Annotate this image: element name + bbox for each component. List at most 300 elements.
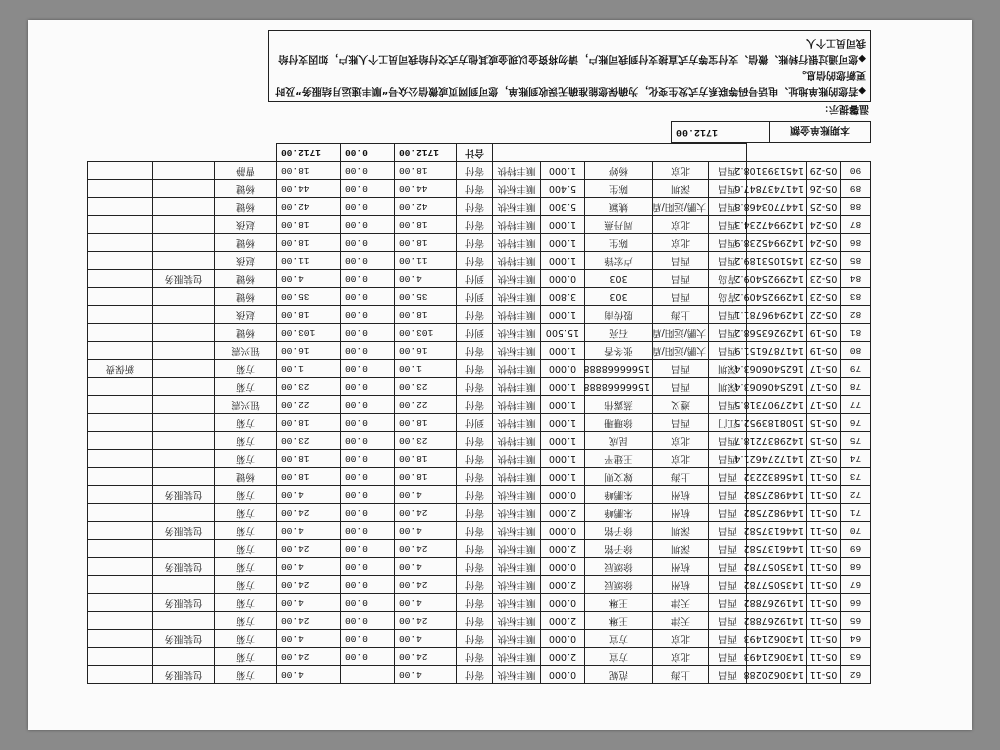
billing-table: [87, 143, 871, 684]
table-cell: 18.00: [395, 468, 457, 486]
table-cell: 顺丰标快: [493, 594, 541, 612]
table-cell: 18.00: [277, 234, 341, 252]
table-cell: 0.00: [341, 324, 395, 342]
table-cell: 北京: [653, 234, 709, 252]
table-cell: 0.00: [341, 162, 395, 180]
table-cell: 张冬香: [585, 342, 653, 360]
table-cell: 103.00: [277, 324, 341, 342]
table-cell: 西昌: [709, 162, 747, 180]
table-cell: 顺丰标快: [493, 576, 541, 594]
table-cell: 西昌: [709, 342, 747, 360]
table-cell: 85: [841, 252, 871, 270]
table-cell: 4.00: [277, 522, 341, 540]
table-cell: 寄付: [457, 432, 493, 450]
table-cell: 05-11: [807, 612, 841, 630]
table-cell: 西昌: [709, 612, 747, 630]
table-cell: 昆成: [585, 432, 653, 450]
table-cell: 深圳: [709, 360, 747, 378]
table-cell: 0.00: [341, 648, 395, 666]
table-cell: 顺丰标快: [493, 198, 541, 216]
table-cell: 89: [841, 180, 871, 198]
table-cell: 杨键: [215, 468, 277, 486]
notes-title: 温馨提示：: [819, 103, 869, 114]
table-cell: 顺丰标快: [493, 558, 541, 576]
table-cell: 顺丰标快: [493, 342, 541, 360]
table-cell: 24.00: [395, 540, 457, 558]
table-cell: 顺丰标快: [493, 486, 541, 504]
table-cell: 1429263568.2: [747, 324, 807, 342]
table-cell: 1.000: [541, 216, 585, 234]
table-cell: 西昌: [709, 234, 747, 252]
table-cell: 寄付: [457, 468, 493, 486]
table-cell: 35.00: [395, 288, 457, 306]
table-cell: 1.00: [277, 360, 341, 378]
table-cell: 王琳: [585, 594, 653, 612]
table-cell: 4.00: [395, 486, 457, 504]
table-cell: 1446137582: [747, 540, 807, 558]
table-cell: 大鹏/远阳/盾: [653, 198, 709, 216]
table-cell: 0.00: [341, 360, 395, 378]
table-cell: 05-11: [807, 630, 841, 648]
table-cell: 0.000: [541, 594, 585, 612]
table-cell: [88, 162, 153, 180]
table-cell: 赵孩: [215, 216, 277, 234]
table-cell: 上海: [653, 306, 709, 324]
table-cell: 1417876151.9: [747, 342, 807, 360]
table-cell: 81: [841, 324, 871, 342]
table-cell: 寄付: [457, 252, 493, 270]
table-cell: 2.000: [541, 540, 585, 558]
table-cell: 11.00: [395, 252, 457, 270]
table-cell: 0.00: [341, 378, 395, 396]
table-cell: 18.00: [277, 216, 341, 234]
table-cell: [88, 486, 153, 504]
table-cell: 0.00: [341, 486, 395, 504]
table-cell: 西昌: [709, 450, 747, 468]
table-cell: 杨键: [215, 180, 277, 198]
table-cell: 顺丰标快: [493, 630, 541, 648]
table-cell: 顺丰特快: [493, 468, 541, 486]
table-cell: 西昌: [709, 522, 747, 540]
table-cell: 79: [841, 360, 871, 378]
table-cell: 方宣: [585, 648, 653, 666]
table-cell: 1451393108.2: [747, 162, 807, 180]
table-cell: 杨键: [215, 234, 277, 252]
table-cell: 05-25: [807, 198, 841, 216]
table-cell: 赵孩: [215, 306, 277, 324]
table-cell: 0.00: [341, 216, 395, 234]
table-row: [88, 360, 871, 378]
table-cell: [153, 216, 215, 234]
table-cell: 寄付: [457, 342, 493, 360]
table-cell: 05-17: [807, 360, 841, 378]
table-cell: 大鹏/远阳/盾: [653, 342, 709, 360]
total-empty: [493, 144, 747, 162]
table-row: [88, 162, 871, 180]
table-cell: 西昌: [709, 252, 747, 270]
table-cell: 84: [841, 270, 871, 288]
table-cell: 方菊: [215, 450, 277, 468]
table-row: [88, 414, 871, 432]
table-cell: 包装服务: [153, 666, 215, 684]
table-cell: 1.000: [541, 468, 585, 486]
table-cell: 卢宏锋: [585, 252, 653, 270]
table-cell: 4.00: [277, 630, 341, 648]
table-cell: [88, 324, 153, 342]
table-cell: 方菊: [215, 540, 277, 558]
table-cell: 18.00: [395, 216, 457, 234]
table-cell: 方宣: [585, 630, 653, 648]
table-cell: [88, 540, 153, 558]
table-cell: 大鹏/远阳/盾: [653, 324, 709, 342]
table-cell: 寄付: [457, 576, 493, 594]
table-cell: 杭州: [653, 504, 709, 522]
table-cell: 北京: [653, 630, 709, 648]
table-cell: 朱鹏峰: [585, 486, 653, 504]
table-cell: 05-11: [807, 522, 841, 540]
table-cell: 0.00: [341, 540, 395, 558]
table-row: [88, 198, 871, 216]
table-cell: 寄付: [457, 504, 493, 522]
table-cell: 42.00: [277, 198, 341, 216]
table-cell: 05-24: [807, 216, 841, 234]
table-cell: 西昌: [709, 666, 747, 684]
table-cell: 05-23: [807, 270, 841, 288]
table-cell: 王建平: [585, 450, 653, 468]
table-cell: [88, 648, 153, 666]
total-label: 合计: [457, 144, 493, 162]
table-cell: 西昌: [709, 396, 747, 414]
table-cell: 0.00: [341, 180, 395, 198]
table-cell: 22.00: [395, 396, 457, 414]
table-cell: 寄付: [457, 612, 493, 630]
table-cell: 寄付: [457, 558, 493, 576]
table-cell: [153, 540, 215, 558]
table-cell: 西昌: [653, 270, 709, 288]
total-fee: 1712.00: [395, 144, 457, 162]
table-cell: 5.300: [541, 198, 585, 216]
table-cell: 5.400: [541, 180, 585, 198]
table-row: [88, 378, 871, 396]
table-row: [88, 270, 871, 288]
table-cell: 西昌: [709, 504, 747, 522]
table-cell: 63: [841, 648, 871, 666]
table-cell: [88, 270, 153, 288]
table-cell: 杨键: [215, 324, 277, 342]
table-cell: 1446137582: [747, 522, 807, 540]
table-cell: 西昌: [709, 468, 747, 486]
table-cell: [88, 630, 153, 648]
table-cell: 75: [841, 432, 871, 450]
table-cell: 05-11: [807, 576, 841, 594]
table-cell: 1417274621.4: [747, 450, 807, 468]
table-cell: 方菊: [215, 630, 277, 648]
table-row: [88, 396, 871, 414]
table-cell: [88, 468, 153, 486]
table-row: [88, 504, 871, 522]
table-cell: 24.00: [395, 612, 457, 630]
table-cell: 顺丰标快: [493, 648, 541, 666]
table-cell: 方菊: [215, 360, 277, 378]
table-cell: 杨键: [215, 270, 277, 288]
table-cell: 05-17: [807, 378, 841, 396]
table-cell: 寄付: [457, 666, 493, 684]
table-cell: 0.000: [541, 558, 585, 576]
table-cell: 05-19: [807, 324, 841, 342]
table-cell: 2.000: [541, 504, 585, 522]
table-row: [88, 576, 871, 594]
table-cell: 72: [841, 486, 871, 504]
table-cell: [153, 378, 215, 396]
table-cell: 69: [841, 540, 871, 558]
table-cell: [88, 342, 153, 360]
table-cell: 0.00: [341, 288, 395, 306]
table-cell: 4.00: [277, 486, 341, 504]
table-cell: 西昌: [709, 630, 747, 648]
table-cell: 18.00: [277, 162, 341, 180]
table-cell: 包装服务: [153, 594, 215, 612]
table-cell: 顺丰标快: [493, 612, 541, 630]
table-row: [88, 288, 871, 306]
table-cell: 周丹燕: [585, 216, 653, 234]
table-cell: 1429947234.3: [747, 216, 807, 234]
table-cell: 顺丰标快: [493, 504, 541, 522]
table-cell: 顺丰特快: [493, 378, 541, 396]
table-cell: [153, 306, 215, 324]
table-cell: [88, 666, 153, 684]
table-cell: 76: [841, 414, 871, 432]
table-cell: 1451053189.2: [747, 252, 807, 270]
table-cell: 11.00: [277, 252, 341, 270]
summary-table: [398, 121, 871, 143]
table-cell: 到付: [457, 270, 493, 288]
table-cell: 18.00: [395, 162, 457, 180]
table-cell: 1.000: [541, 396, 585, 414]
table-row: [88, 450, 871, 468]
table-row: [88, 666, 871, 684]
table-cell: 303: [585, 288, 653, 306]
table-cell: [153, 432, 215, 450]
table-cell: 陈生: [585, 180, 653, 198]
table-cell: 23.00: [277, 378, 341, 396]
table-cell: 77: [841, 396, 871, 414]
notes-section: [268, 30, 871, 121]
table-cell: 西昌: [653, 252, 709, 270]
table-row: [88, 216, 871, 234]
table-cell: 0.00: [341, 558, 395, 576]
table-cell: 0.000: [541, 270, 585, 288]
table-cell: [341, 666, 395, 684]
table-cell: 江门: [709, 414, 747, 432]
table-cell: 1429837218.7: [747, 432, 807, 450]
table-cell: 0.00: [341, 522, 395, 540]
table-cell: 钮兴震: [215, 396, 277, 414]
table-cell: 寄付: [457, 180, 493, 198]
table-cell: 顺丰特快: [493, 450, 541, 468]
table-row: [88, 324, 871, 342]
table-cell: [88, 234, 153, 252]
table-cell: 钮兴震: [215, 342, 277, 360]
table-cell: 16.00: [395, 342, 457, 360]
table-cell: 顺丰标快: [493, 540, 541, 558]
table-cell: [153, 360, 215, 378]
table-cell: 2.000: [541, 612, 585, 630]
table-cell: 北京: [653, 162, 709, 180]
table-cell: 05-26: [807, 180, 841, 198]
table-cell: 18.00: [395, 306, 457, 324]
table-cell: 寄付: [457, 162, 493, 180]
table-cell: 65: [841, 612, 871, 630]
table-cell: 0.00: [341, 252, 395, 270]
table-cell: 寄付: [457, 306, 493, 324]
table-row: [88, 342, 871, 360]
table-cell: [88, 378, 153, 396]
table-cell: 0.00: [341, 630, 395, 648]
table-cell: 1.000: [541, 234, 585, 252]
table-cell: 顺丰标快: [493, 180, 541, 198]
table-cell: 05-11: [807, 468, 841, 486]
table-cell: 天津: [653, 612, 709, 630]
table-cell: 90: [841, 162, 871, 180]
table-cell: 83: [841, 288, 871, 306]
table-cell: [88, 522, 153, 540]
table-cell: 1430621493: [747, 630, 807, 648]
table-cell: 北京: [653, 450, 709, 468]
table-cell: 1.000: [541, 432, 585, 450]
table-cell: [88, 288, 153, 306]
table-cell: 遵义: [653, 396, 709, 414]
summary-amount: 1712.00: [672, 122, 770, 143]
table-cell: 1429925409.2: [747, 270, 807, 288]
table-cell: [88, 414, 153, 432]
table-cell: 顺丰特快: [493, 162, 541, 180]
table-cell: 4.00: [277, 666, 341, 684]
table-cell: [153, 252, 215, 270]
table-cell: 方菊: [215, 504, 277, 522]
table-cell: 05-11: [807, 594, 841, 612]
table-cell: 1430621493: [747, 648, 807, 666]
table-cell: 15666668888: [585, 378, 653, 396]
table-cell: 0.000: [541, 360, 585, 378]
table-cell: 寄付: [457, 216, 493, 234]
table-cell: 1429925409.2: [747, 288, 807, 306]
table-cell: 西昌: [653, 288, 709, 306]
table-cell: [153, 198, 215, 216]
table-cell: 西昌: [709, 216, 747, 234]
table-cell: 24.00: [277, 576, 341, 594]
table-cell: [153, 648, 215, 666]
table-cell: [153, 576, 215, 594]
table-cell: 寄付: [457, 450, 493, 468]
table-cell: 0.00: [341, 414, 395, 432]
table-cell: 4.00: [395, 630, 457, 648]
table-row: [88, 252, 871, 270]
table-cell: 67: [841, 576, 871, 594]
table-cell: 北京: [653, 216, 709, 234]
table-cell: 0.00: [341, 504, 395, 522]
table-cell: 杭州: [653, 486, 709, 504]
table-cell: [88, 180, 153, 198]
table-cell: 顺丰标快: [493, 288, 541, 306]
summary-label: 本期账单金额: [770, 122, 871, 143]
table-cell: 4.00: [277, 594, 341, 612]
table-cell: 05-11: [807, 558, 841, 576]
table-cell: 05-29: [807, 162, 841, 180]
table-cell: 4.00: [395, 666, 457, 684]
table-cell: [153, 450, 215, 468]
table-cell: 1508183952.5: [747, 414, 807, 432]
table-cell: 西昌: [653, 378, 709, 396]
table-cell: 24.00: [395, 504, 457, 522]
table-cell: 顺丰标快: [493, 522, 541, 540]
table-cell: 青岛: [709, 288, 747, 306]
table-cell: 1429945238.9: [747, 234, 807, 252]
table-cell: 深圳: [653, 522, 709, 540]
table-cell: 1.000: [541, 162, 585, 180]
table-cell: 0.00: [341, 576, 395, 594]
table-cell: 1.000: [541, 450, 585, 468]
table-cell: 24.00: [277, 612, 341, 630]
table-cell: 西昌: [709, 324, 747, 342]
table-cell: 35.00: [277, 288, 341, 306]
table-cell: [153, 468, 215, 486]
table-cell: 0.00: [341, 432, 395, 450]
table-row: [88, 234, 871, 252]
table-row: [88, 558, 871, 576]
notes-line-2: ◆您可通过银行转账、微信、支付宝等方式直接支付到我司账户，请勿将资金以现金或其他方式交付给我司员工个人账户，如因支付给我司员工个人: [278, 37, 866, 64]
table-cell: 青岛: [709, 270, 747, 288]
table-cell: 顺丰标快: [493, 324, 541, 342]
table-cell: 05-23: [807, 288, 841, 306]
table-cell: 18.00: [277, 450, 341, 468]
table-cell: 到付: [457, 414, 493, 432]
table-cell: 包装服务: [153, 630, 215, 648]
table-cell: 西昌: [653, 414, 709, 432]
table-cell: [153, 324, 215, 342]
notes-line-1: ◆若您的账单地址、电话号码等联系方式发生变化，为确保您能准确无误收到账单，您可到网页或微信公众号“顺丰速运月结服务”及时更新您的信息。: [275, 69, 866, 96]
table-cell: 0.00: [341, 612, 395, 630]
table-cell: 徐子铭: [585, 522, 653, 540]
table-cell: 顺丰特快: [493, 234, 541, 252]
table-cell: 24.00: [395, 648, 457, 666]
total-discount: 0.00: [341, 144, 395, 162]
table-cell: 18.00: [395, 414, 457, 432]
notes-box: [268, 30, 871, 102]
table-cell: 0.000: [541, 522, 585, 540]
table-cell: 天津: [653, 594, 709, 612]
table-cell: 徐珊珊: [585, 414, 653, 432]
table-cell: 深圳: [709, 378, 747, 396]
table-cell: 方菊: [215, 576, 277, 594]
table-cell: 88: [841, 198, 871, 216]
table-cell: 0.00: [341, 468, 395, 486]
table-row: [88, 468, 871, 486]
table-cell: 87: [841, 216, 871, 234]
table-cell: 1.000: [541, 414, 585, 432]
table-cell: [153, 612, 215, 630]
table-cell: 05-15: [807, 432, 841, 450]
table-cell: 寄付: [457, 648, 493, 666]
table-cell: 杭州: [653, 558, 709, 576]
table-cell: 杨婷: [585, 162, 653, 180]
table-cell: 24.00: [277, 540, 341, 558]
table-cell: 姚颖: [585, 198, 653, 216]
table-cell: 方菊: [215, 612, 277, 630]
table-cell: 北京: [653, 648, 709, 666]
table-cell: 上海: [653, 666, 709, 684]
table-cell: 64: [841, 630, 871, 648]
table-cell: 05-17: [807, 396, 841, 414]
